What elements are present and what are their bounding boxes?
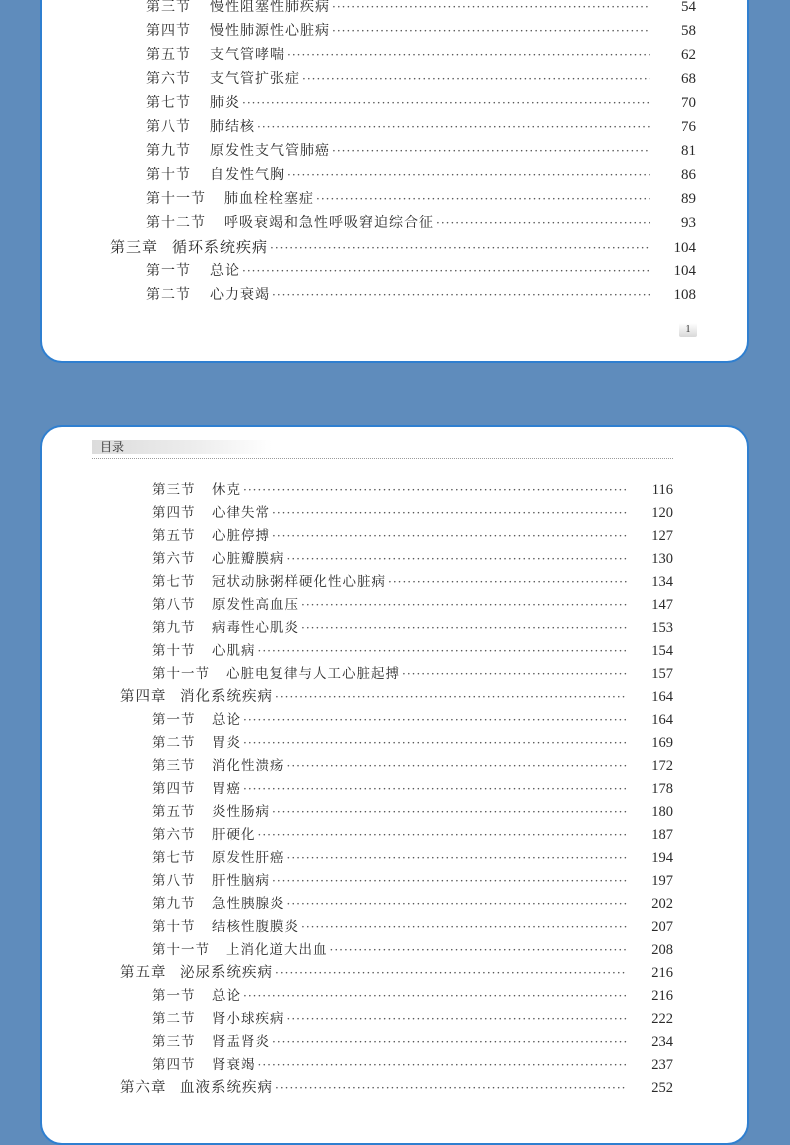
toc-entry-section[interactable] xyxy=(152,502,673,525)
dot-leader xyxy=(332,20,650,42)
page-reference: 169 xyxy=(651,735,673,751)
toc-entry-section[interactable] xyxy=(146,20,696,42)
dot-leader xyxy=(402,663,627,686)
dot-leader xyxy=(287,548,628,571)
dot-leader xyxy=(243,778,627,801)
page-reference: 164 xyxy=(651,689,673,705)
section-title: 总论 xyxy=(212,712,241,728)
section-number: 第八节 xyxy=(146,119,191,135)
section-number: 第十节 xyxy=(152,643,196,659)
section-number: 第五节 xyxy=(152,804,196,820)
section-number: 第九节 xyxy=(152,896,196,912)
dot-leader xyxy=(287,847,628,870)
section-title: 肺血栓栓塞症 xyxy=(224,191,314,207)
page-reference: 58 xyxy=(681,23,696,39)
page-reference: 104 xyxy=(673,263,696,279)
toc-entry-chapter[interactable] xyxy=(110,236,696,258)
toc-entry-section[interactable] xyxy=(152,617,673,640)
toc-entry-section[interactable] xyxy=(152,801,673,824)
dot-leader xyxy=(301,617,627,640)
dot-leader xyxy=(302,68,650,90)
toc-entry-section[interactable] xyxy=(146,44,696,66)
toc-entry-section[interactable] xyxy=(152,847,673,870)
section-number: 第四节 xyxy=(152,781,196,797)
dot-leader xyxy=(270,237,650,259)
toc-entry-section[interactable] xyxy=(152,755,673,778)
toc-entry-section[interactable] xyxy=(152,1054,673,1077)
chapter-number: 第六章 xyxy=(120,1080,167,1096)
section-number: 第十一节 xyxy=(152,942,210,958)
toc-entry-section[interactable] xyxy=(146,68,696,90)
section-title: 原发性高血压 xyxy=(212,597,299,613)
section-number: 第二节 xyxy=(152,1011,196,1027)
dot-leader xyxy=(287,755,628,778)
section-title: 心脏停搏 xyxy=(212,528,270,544)
page-reference: 164 xyxy=(651,712,673,728)
section-number: 第十二节 xyxy=(146,215,206,231)
page-reference: 157 xyxy=(651,666,673,682)
dot-leader xyxy=(242,260,650,282)
page-reference: 68 xyxy=(681,71,696,87)
section-title: 心力衰竭 xyxy=(210,287,270,303)
toc-entry-section[interactable] xyxy=(146,260,696,282)
toc-entry-section[interactable] xyxy=(146,212,696,234)
page-reference: 70 xyxy=(681,95,696,111)
section-number: 第三节 xyxy=(152,1034,196,1050)
dot-leader xyxy=(272,870,627,893)
page-reference: 178 xyxy=(651,781,673,797)
dot-leader xyxy=(272,284,650,306)
dot-leader xyxy=(287,44,650,66)
toc-entry-section[interactable] xyxy=(152,985,673,1008)
page-reference: 154 xyxy=(651,643,673,659)
section-number: 第六节 xyxy=(152,827,196,843)
page-reference: 147 xyxy=(651,597,673,613)
toc-entry-section[interactable] xyxy=(146,188,696,210)
section-title: 心脏电复律与人工心脏起搏 xyxy=(226,666,400,682)
dot-leader xyxy=(301,916,627,939)
toc-entry-section[interactable] xyxy=(146,164,696,186)
section-title: 炎性肠病 xyxy=(212,804,270,820)
section-number: 第八节 xyxy=(152,597,196,613)
section-title: 上消化道大出血 xyxy=(226,942,328,958)
section-number: 第八节 xyxy=(152,873,196,889)
section-title: 肺炎 xyxy=(210,95,240,111)
section-number: 第六节 xyxy=(146,71,191,87)
page-reference: 207 xyxy=(651,919,673,935)
section-title: 消化性溃疡 xyxy=(212,758,285,774)
section-number: 第九节 xyxy=(152,620,196,636)
section-number: 第七节 xyxy=(146,95,191,111)
section-title: 胃癌 xyxy=(212,781,241,797)
section-number: 第十节 xyxy=(152,919,196,935)
toc-entry-section[interactable] xyxy=(146,92,696,114)
section-title: 肝硬化 xyxy=(212,827,256,843)
section-title: 心脏瓣膜病 xyxy=(212,551,285,567)
section-number: 第十节 xyxy=(146,167,191,183)
dot-leader xyxy=(316,188,650,210)
section-title: 总论 xyxy=(212,988,241,1004)
section-number: 第九节 xyxy=(146,143,191,159)
page-reference: 237 xyxy=(651,1057,673,1073)
page-reference: 197 xyxy=(651,873,673,889)
page-reference: 116 xyxy=(651,482,673,498)
toc-entry-section[interactable] xyxy=(152,571,673,594)
page-reference: 134 xyxy=(651,574,673,590)
section-title: 原发性肝癌 xyxy=(212,850,285,866)
toc-entry-section[interactable] xyxy=(146,0,696,18)
page-reference: 172 xyxy=(651,758,673,774)
dot-leader xyxy=(287,164,650,186)
dot-leader xyxy=(436,212,650,234)
toc-entry-section[interactable] xyxy=(152,479,673,502)
chapter-title: 泌尿系统疾病 xyxy=(180,965,273,981)
dot-leader xyxy=(388,571,627,594)
dot-leader xyxy=(258,1054,628,1077)
dot-leader xyxy=(258,640,628,663)
section-title: 病毒性心肌炎 xyxy=(212,620,299,636)
dot-leader xyxy=(330,939,628,962)
toc-entry-section[interactable] xyxy=(152,870,673,893)
dot-leader xyxy=(257,116,650,138)
dot-leader xyxy=(272,502,627,525)
section-title: 原发性支气管肺癌 xyxy=(210,143,330,159)
page-reference: 194 xyxy=(651,850,673,866)
section-number: 第五节 xyxy=(146,47,191,63)
page-reference: 120 xyxy=(651,505,673,521)
toc-header-label: 目录 xyxy=(92,440,272,454)
dot-leader xyxy=(275,1077,627,1100)
dot-leader xyxy=(243,709,627,732)
page-reference: 127 xyxy=(651,528,673,544)
toc-page-top xyxy=(40,0,749,363)
page-reference: 76 xyxy=(681,119,696,135)
section-number: 第四节 xyxy=(146,23,191,39)
page-reference: 216 xyxy=(651,988,673,1004)
page-reference: 89 xyxy=(681,191,696,207)
toc-entry-section[interactable] xyxy=(152,548,673,571)
section-title: 急性胰腺炎 xyxy=(212,896,285,912)
page-reference: 104 xyxy=(673,240,696,256)
section-number: 第十一节 xyxy=(146,191,206,207)
dot-leader xyxy=(301,594,627,617)
page-reference: 130 xyxy=(651,551,673,567)
dot-leader xyxy=(243,732,627,755)
section-number: 第七节 xyxy=(152,850,196,866)
section-number: 第四节 xyxy=(152,505,196,521)
section-title: 肾衰竭 xyxy=(212,1057,256,1073)
toc-entry-section[interactable] xyxy=(152,916,673,939)
page-reference: 108 xyxy=(673,287,696,303)
section-number: 第七节 xyxy=(152,574,196,590)
section-title: 肺结核 xyxy=(210,119,255,135)
dot-leader xyxy=(287,1008,628,1031)
section-number: 第一节 xyxy=(152,712,196,728)
page-reference: 81 xyxy=(681,143,696,159)
toc-entry-section[interactable] xyxy=(152,939,673,962)
section-number: 第一节 xyxy=(152,988,196,1004)
page-reference: 202 xyxy=(651,896,673,912)
toc-entry-chapter[interactable] xyxy=(120,686,673,709)
chapter-title: 消化系统疾病 xyxy=(180,689,273,705)
toc-entry-section[interactable] xyxy=(152,1008,673,1031)
toc-entry-chapter[interactable] xyxy=(120,962,673,985)
section-title: 自发性气胸 xyxy=(210,167,285,183)
page-reference: 93 xyxy=(681,215,696,231)
dot-leader xyxy=(258,824,628,847)
section-title: 支气管哮喘 xyxy=(210,47,285,63)
dot-leader xyxy=(287,893,628,916)
section-title: 休克 xyxy=(212,482,241,498)
dot-leader xyxy=(272,525,627,548)
section-title: 慢性阻塞性肺疾病 xyxy=(210,0,330,15)
toc-entry-section[interactable] xyxy=(152,824,673,847)
toc-entry-section[interactable] xyxy=(152,709,673,732)
section-number: 第二节 xyxy=(146,287,191,303)
page-reference: 86 xyxy=(681,167,696,183)
dot-leader xyxy=(272,801,627,824)
dot-leader xyxy=(275,686,627,709)
section-title: 心肌病 xyxy=(212,643,256,659)
section-title: 心律失常 xyxy=(212,505,270,521)
section-number: 第一节 xyxy=(146,263,191,279)
section-title: 肾小球疾病 xyxy=(212,1011,285,1027)
dot-leader xyxy=(275,962,627,985)
toc-entry-section[interactable] xyxy=(152,732,673,755)
toc-entry-section[interactable] xyxy=(152,594,673,617)
dot-leader xyxy=(332,140,650,162)
toc-entry-section[interactable] xyxy=(146,116,696,138)
page-reference: 54 xyxy=(681,0,696,15)
page-number: 1 xyxy=(679,323,697,337)
toc-entry-section[interactable] xyxy=(152,893,673,916)
dot-leader xyxy=(243,479,627,502)
section-number: 第六节 xyxy=(152,551,196,567)
chapter-number: 第五章 xyxy=(120,965,167,981)
toc-entry-section[interactable] xyxy=(146,284,696,306)
section-title: 结核性腹膜炎 xyxy=(212,919,299,935)
section-title: 总论 xyxy=(210,263,240,279)
toc-entry-chapter[interactable] xyxy=(120,1077,673,1100)
section-title: 肾盂肾炎 xyxy=(212,1034,270,1050)
page-reference: 216 xyxy=(651,965,673,981)
toc-entry-section[interactable] xyxy=(152,525,673,548)
section-title: 冠状动脉粥样硬化性心脏病 xyxy=(212,574,386,590)
section-number: 第三节 xyxy=(152,758,196,774)
section-title: 胃炎 xyxy=(212,735,241,751)
section-number: 第二节 xyxy=(152,735,196,751)
page-reference: 252 xyxy=(651,1080,673,1096)
section-number: 第五节 xyxy=(152,528,196,544)
page-reference: 187 xyxy=(651,827,673,843)
page-reference: 208 xyxy=(651,942,673,958)
page-reference: 180 xyxy=(651,804,673,820)
section-number: 第三节 xyxy=(146,0,191,15)
section-title: 呼吸衰竭和急性呼吸窘迫综合征 xyxy=(224,215,434,231)
toc-page-bottom xyxy=(40,425,749,1145)
section-number: 第四节 xyxy=(152,1057,196,1073)
dot-leader xyxy=(332,0,650,18)
toc-entry-section[interactable] xyxy=(152,640,673,663)
dot-leader xyxy=(243,985,627,1008)
page-reference: 222 xyxy=(651,1011,673,1027)
section-title: 慢性肺源性心脏病 xyxy=(210,23,330,39)
dot-leader xyxy=(242,92,650,114)
dot-leader xyxy=(272,1031,627,1054)
toc-entry-section[interactable] xyxy=(152,778,673,801)
toc-entry-section[interactable] xyxy=(146,140,696,162)
chapter-title: 血液系统疾病 xyxy=(180,1080,273,1096)
page-reference: 62 xyxy=(681,47,696,63)
chapter-title: 循环系统疾病 xyxy=(172,238,269,256)
section-number: 第三节 xyxy=(152,482,196,498)
chapter-number: 第四章 xyxy=(120,689,167,705)
page-reference: 153 xyxy=(651,620,673,636)
section-number: 第十一节 xyxy=(152,666,210,682)
section-title: 肝性脑病 xyxy=(212,873,270,889)
section-title: 支气管扩张症 xyxy=(210,71,300,87)
page-reference: 234 xyxy=(651,1034,673,1050)
toc-entry-section[interactable] xyxy=(152,663,673,686)
toc-entry-section[interactable] xyxy=(152,1031,673,1054)
header-divider xyxy=(92,458,673,459)
chapter-number: 第三章 xyxy=(110,238,159,256)
